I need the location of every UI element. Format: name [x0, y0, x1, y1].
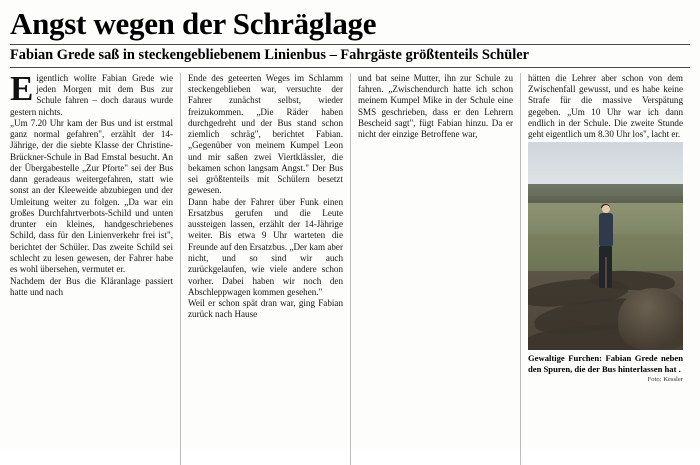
- article-column-1: [10, 68, 180, 465]
- person-head: [602, 205, 610, 213]
- photo-person-standing: [593, 205, 619, 293]
- article-columns: [10, 68, 690, 465]
- paragraph: Nachdem der Bus die Kläranlage passiert hatte und nach: [10, 275, 173, 297]
- article-column-3: [350, 73, 520, 465]
- person-torso: [599, 213, 613, 247]
- divider-under-subhead: [10, 67, 690, 68]
- paragraph: Eigentlich wollte Fabian Grede wie jeden Morgen mit dem Bus zur Schule fahren – doch daraus wurde gestern nichts.: [10, 68, 173, 117]
- article-subhead: Fabian Grede saß in steckengebliebenem Linienbus – Fahrgäste größtenteils Schüler: [10, 46, 530, 63]
- photo-caption: Gewaltige Furchen: Fabian Grede neben den Spuren, die der Bus hinterlassen hat .: [528, 353, 683, 374]
- divider-under-headline: [10, 44, 690, 45]
- paragraph: „Um 7.20 Uhr kam der Bus und ist erstmal ganz normal gefahren", erzählt der 14-Jährige, der die siebte Klasse der Christine-Brückner-Schule in Bad Emstal besucht. An der Übergabestelle „Zur Pforte" sei der Bus dann geradeaus weitergefahren, statt wie sonst an der Kleeweide abzubiegen und der Umleitung weiter zu folgen. „Da war ein großes Durchfahrtverbots-Schild und unten drunter ein kleines, handgeschriebenes Schild, dass für den Linienverkehr frei ist", berichtet der Schüler. Das zweite Schild sei schlecht zu lesen gewesen, der Fahrer habe es wohl übersehen, vermutet er.: [10, 117, 173, 275]
- photo-dirt-mound: [618, 288, 683, 350]
- page-title: Angst wegen der Schräglage: [10, 6, 377, 41]
- photo-figure: [528, 142, 683, 384]
- paragraph: hätten die Lehrer aber schon von dem Zwischenfall gewusst, und es habe keine Strafe für die massive Verspätung gegeben. „Um 10 Uhr war ich dann endlich in der Schule. Die zweite Stunde geht eigentlich um 8.30 Uhr los", lacht er.: [528, 72, 683, 140]
- article-column-4: [520, 73, 690, 465]
- paragraph: Weil er schon spät dran war, ging Fabian zurück nach Hause: [188, 298, 343, 320]
- person-leg-gap: [605, 257, 607, 288]
- photo-credit: Foto: Kessler: [647, 376, 683, 384]
- paragraph: Ende des geteerten Weges im Schlamm steckengeblieben war, versuchte der Fahrer zunächst selbst, wieder freizukommen. „Die Räder haben durchgedreht und der Bus stand schon ziemlich schräg", berichtet Fabian. „Gegenüber von meinem Kumpel Leon und mir saßen zwei Viertklässler, die bekamen schon langsam Angst." Der Bus sei größtenteils mit Schülern besetzt gewesen.: [188, 72, 343, 196]
- photo-treeline: [528, 184, 683, 205]
- article-column-2: [180, 73, 350, 465]
- article-photo: [528, 142, 683, 350]
- paragraph: Dann habe der Fahrer über Funk einen Ersatzbus gerufen und die Leute aussteigen lassen, erzählt der 14-Jährige weiter. Bis etwa 9 Uhr warteten die Freunde auf den Ersatzbus. „Der kam aber nicht, und so sind wir auch zurückgelaufen, wie viele andere schon vorher. Dabei haben wir noch den Abschleppwagen kommen gesehen.": [188, 196, 343, 297]
- paragraph: und bat seine Mutter, ihn zur Schule zu fahren. „Zwischendurch hatte ich schon meinem Kumpel Mike in der Schule eine SMS geschrieben, dass er den Lehrern Bescheid sagt", fügt Fabian hinzu. Da er nicht der einzige Betroffene war,: [358, 72, 513, 140]
